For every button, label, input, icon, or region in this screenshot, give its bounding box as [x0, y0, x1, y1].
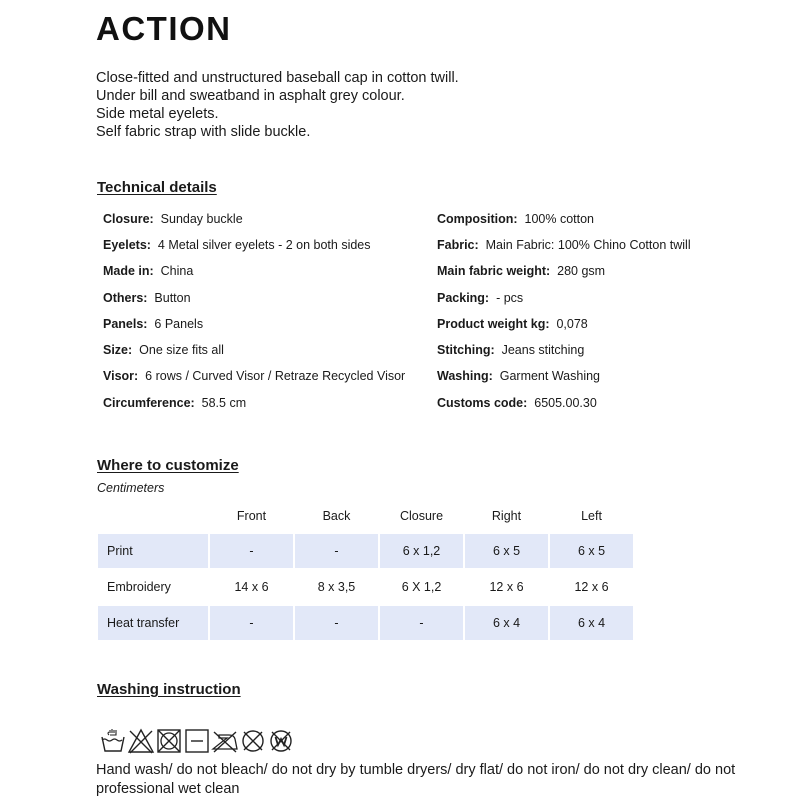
spec-label: Product weight kg: [437, 317, 550, 331]
row-label: Print [98, 534, 208, 568]
spec-label: Size: [103, 343, 133, 357]
table-cell: - [295, 534, 378, 568]
spec-size [103, 343, 224, 357]
description-line: Side metal eyelets. [96, 106, 219, 122]
spec-label: Made in: [103, 264, 154, 278]
spec-label: Fabric: [437, 238, 479, 252]
customization-table [96, 498, 635, 642]
spec-label: Circumference: [103, 396, 195, 410]
table-cell: 6 x 4 [550, 606, 633, 640]
table-row [98, 606, 633, 640]
spec-label: Closure: [103, 212, 154, 226]
spec-value: 4 Metal silver eyelets - 2 on both sides [157, 238, 371, 252]
spec-fabric [437, 238, 691, 252]
spec-main-fabric-weight [437, 264, 605, 278]
product-description [96, 69, 459, 141]
do-not-wet-clean-icon [267, 727, 295, 755]
spec-label: Eyelets: [103, 238, 151, 252]
technical-details-heading: Technical details [97, 179, 217, 196]
spec-circumference [103, 396, 246, 410]
column-header: Front [236, 509, 267, 523]
customize-heading: Where to customize [97, 457, 239, 474]
do-not-bleach-icon [127, 727, 155, 755]
spec-value: Garment Washing [499, 369, 601, 383]
spec-eyelets [103, 238, 371, 252]
table-row [98, 534, 633, 568]
column-header: Right [491, 509, 522, 523]
spec-product-weight [437, 317, 588, 331]
spec-washing [437, 369, 600, 383]
washing-icons [99, 727, 295, 755]
table-row [98, 570, 633, 604]
table-cell: - [295, 606, 378, 640]
column-header: Left [581, 509, 602, 523]
spec-value: - pcs [496, 291, 524, 305]
table-cell: 6 x 4 [465, 606, 548, 640]
spec-closure [103, 212, 243, 226]
spec-value: One size fits all [139, 343, 224, 357]
table-header-row [98, 500, 633, 532]
spec-label: Main fabric weight: [437, 264, 551, 278]
spec-value: Jeans stitching [501, 343, 585, 357]
spec-others [103, 291, 191, 305]
spec-value: 280 gsm [557, 264, 606, 278]
washing-heading: Washing instruction [97, 681, 241, 698]
spec-visor [103, 369, 405, 383]
spec-value: Button [154, 291, 191, 305]
column-header: Back [322, 509, 351, 523]
product-title: ACTION [96, 10, 232, 47]
spec-made-in [103, 264, 193, 278]
do-not-tumble-dry-icon [155, 727, 183, 755]
do-not-dry-clean-icon [239, 727, 267, 755]
table-cell: 12 x 6 [489, 580, 524, 594]
washing-instructions-text: Hand wash/ do not bleach/ do not dry by tumble dryers/ dry flat/ do not iron/ do not dry clean/ do not professional wet clean [96, 762, 736, 797]
table-cell: 6 x 5 [550, 534, 633, 568]
spec-packing [437, 291, 523, 305]
row-label: Embroidery [107, 580, 171, 594]
table-cell: 14 x 6 [234, 580, 269, 594]
description-line: Under bill and sweatband in asphalt grey colour. [96, 88, 405, 104]
description-line: Self fabric strap with slide buckle. [96, 124, 311, 140]
description-line: Close-fitted and unstructured baseball cap in cotton twill. [96, 70, 459, 86]
hand-wash-icon [99, 727, 127, 755]
spec-label: Visor: [103, 369, 139, 383]
spec-label: Composition: [437, 212, 518, 226]
dry-flat-icon [183, 727, 211, 755]
spec-label: Washing: [437, 369, 493, 383]
spec-value: 0,078 [556, 317, 588, 331]
table-cell: 12 x 6 [574, 580, 609, 594]
spec-value: 6 rows / Curved Visor / Retraze Recycled Visor [145, 369, 406, 383]
spec-value: Main Fabric: 100% Chino Cotton twill [485, 238, 691, 252]
table-cell: 6 x 1,2 [380, 534, 463, 568]
spec-composition [437, 212, 594, 226]
spec-label: Packing: [437, 291, 490, 305]
table-cell: - [380, 606, 463, 640]
units-label: Centimeters [97, 481, 165, 495]
column-header [98, 500, 208, 532]
spec-value: Sunday buckle [160, 212, 243, 226]
table-cell: - [210, 534, 293, 568]
table-cell: 6 x 5 [465, 534, 548, 568]
spec-label: Stitching: [437, 343, 495, 357]
spec-value: 100% cotton [524, 212, 594, 226]
column-header: Closure [399, 509, 444, 523]
spec-value: 6 Panels [154, 317, 204, 331]
spec-stitching [437, 343, 584, 357]
spec-value: 6505.00.30 [534, 396, 597, 410]
spec-value: China [160, 264, 194, 278]
row-label: Heat transfer [98, 606, 208, 640]
spec-customs-code [437, 396, 597, 410]
table-cell: - [210, 606, 293, 640]
table-cell: 8 x 3,5 [317, 580, 356, 594]
spec-label: Others: [103, 291, 148, 305]
table-cell: 6 X 1,2 [401, 580, 442, 594]
spec-value: 58.5 cm [201, 396, 247, 410]
do-not-iron-icon [211, 727, 239, 755]
spec-label: Panels: [103, 317, 148, 331]
spec-label: Customs code: [437, 396, 528, 410]
spec-panels [103, 317, 203, 331]
